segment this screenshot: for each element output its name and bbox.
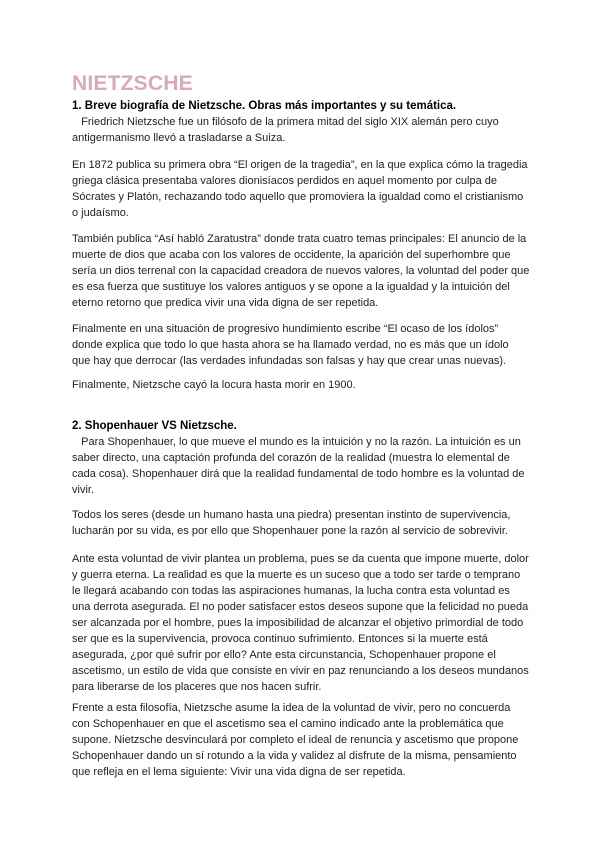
section-1-paragraph-4: Finalmente en una situación de progresivo hundimiento escribe “El ocaso de los ídolos” donde explica que todo lo que hasta ahora se ha llamado verdad, no es más que un ídolo que hay que derrocar (las verdades infundadas son falsas y hay que crear unas nuevas). <box>72 323 509 367</box>
section-1 <box>72 98 530 146</box>
section-2-paragraph-2: Todos los seres (desde un humano hasta una piedra) presentan instinto de supervivencia, lucharán por su vida, es por ello que Shopenhauer pone la razón al servicio de sobrevivir. <box>72 509 511 537</box>
document-title: NIETZSCHE <box>72 72 193 95</box>
section-2-paragraph-4: Frente a esta filosofía, Nietzsche asume la idea de la voluntad de vivir, pero no concuerda con Schopenhauer en que el ascetismo sea el camino indicado ante la problemática que supone. Nietzsche desvinculará por completo el ideal de renuncia y ascetismo que propone Schopenhauer dando un sí rotundo a la vida y validez al disfrute de la misma, pensamiento que refleja en el lema siguiente: Vivir una vida digna de ser repetida. <box>72 702 519 778</box>
section-1-paragraph-5: Finalmente, Nietzsche cayó la locura hasta morir en 1900. <box>72 379 356 391</box>
section-1-paragraph-3: También publica “Así habló Zaratustra” donde trata cuatro temas principales: El anuncio de la muerte de dios que acaba con los valores de occidente, la aparición del superhombre que sería un dios terrenal con la capacidad creadora de nuevos valores, la voluntad del poder que es esa fuerza que sustituye los valores antiguos y se opone a la igualdad y la intuición del eterno retorno que predica vivir una vida digna de ser repetida. <box>72 233 530 309</box>
section-2 <box>72 418 530 498</box>
section-2-paragraph-1: Para Shopenhauer, lo que mueve el mundo es la intuición y no la razón. La intuición es un saber directo, una captación profunda del corazón de la realidad (muestra lo elemental de cada cosa). Shopenhauer dirá que la realidad fundamental de todo hombre es la voluntad de vivir. <box>72 436 528 496</box>
section-2-heading: 2. Shopenhauer VS Nietzsche. <box>72 420 237 432</box>
section-2-paragraph-3: Ante esta voluntad de vivir plantea un problema, pues se da cuenta que impone muerte, dolor y guerra eterna. La realidad es que la muerte es un suceso que a todo ser tarde o temprano le llegará acabando con todas las aspiraciones humanas, la lucha contra esta voluntad es una derrota asegurada. El no poder satisfacer estos deseos supone que la felicidad no pueda ser alcanzada por el hombre, pues la imposibilidad de alcanzar el objetivo primordial de todo ser que es la supervivencia, provoca continuo sufrimiento. Entonces si la muerte está asegurada, ¿por qué sufrir por ello? Ante esta circunstancia, Schopenhauer propone el ascetismo, un estilo de vida que consiste en vivir en paz renunciando a los deseos mundanos para liberarse de los placeres que nos hacen sufrir. <box>72 553 529 693</box>
section-1-paragraph-2: En 1872 publica su primera obra “El origen de la tragedia”, en la que explica cómo la tragedia griega clásica presentaba valores dionisíacos perdidos en aquel momento por culpa de Sócrates y Platón, rechazando todo aquello que promoviera la igualdad como el cristianismo o judaísmo. <box>72 159 528 219</box>
section-1-paragraph-1: Friedrich Nietzsche fue un filósofo de la primera mitad del siglo XIX alemán pero cuyo antigermanismo llevó a trasladarse a Suiza. <box>72 116 502 144</box>
section-1-heading: 1. Breve biografía de Nietzsche. Obras más importantes y su temática. <box>72 100 457 112</box>
